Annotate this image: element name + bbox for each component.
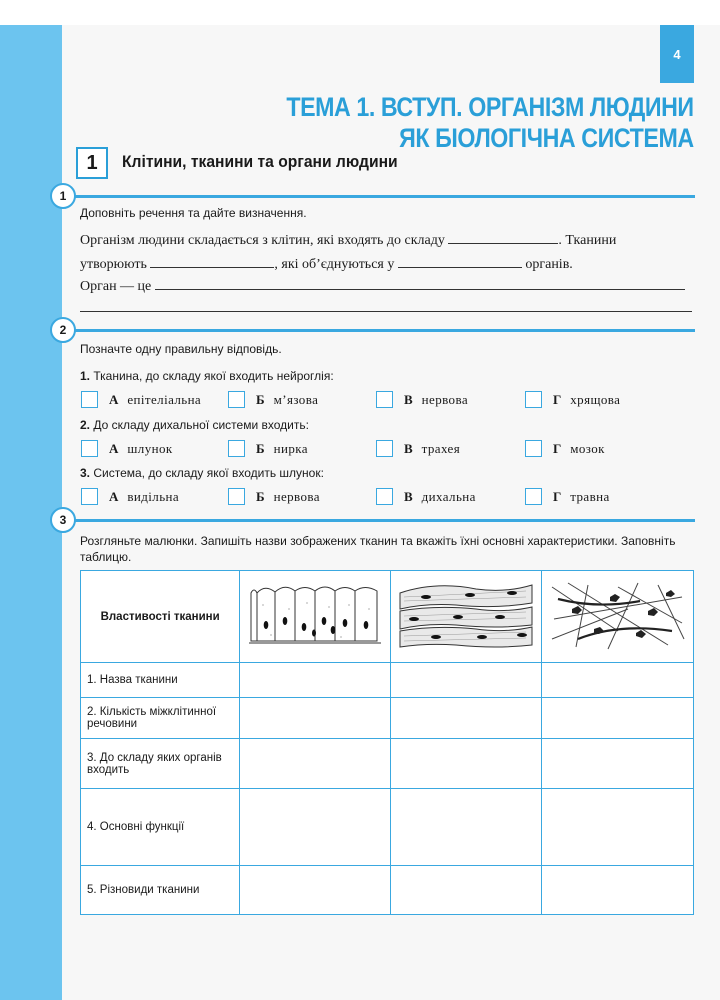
checkbox[interactable] bbox=[376, 488, 393, 505]
task-1-sentence-2 bbox=[80, 254, 573, 273]
q2-option-b[interactable] bbox=[228, 440, 308, 457]
topic-title bbox=[287, 92, 694, 154]
checkbox[interactable] bbox=[525, 488, 542, 505]
checkbox[interactable] bbox=[228, 440, 245, 457]
instruction-line-2: таблицю. bbox=[80, 550, 132, 564]
task-1-instruction: Доповніть речення та дайте визначення. bbox=[80, 206, 307, 220]
option-letter: В bbox=[404, 488, 413, 504]
q1-option-c[interactable] bbox=[376, 391, 468, 408]
option-letter: Б bbox=[256, 391, 265, 407]
answer-cell[interactable] bbox=[542, 663, 694, 698]
table-row bbox=[81, 698, 694, 739]
option-text: дихальна bbox=[421, 488, 476, 504]
q2-option-c[interactable] bbox=[376, 440, 460, 457]
q1-option-b[interactable] bbox=[228, 391, 318, 408]
table-header-cell: Властивості тканини bbox=[81, 571, 240, 663]
option-letter: Г bbox=[553, 391, 562, 407]
row-label: 4. Основні функції bbox=[81, 789, 240, 866]
answer-cell[interactable] bbox=[391, 789, 542, 866]
task-2-number: 2 bbox=[50, 317, 76, 343]
epithelial-tissue-drawing bbox=[245, 579, 385, 651]
checkbox[interactable] bbox=[228, 488, 245, 505]
answer-cell[interactable] bbox=[391, 698, 542, 739]
q3-option-b[interactable] bbox=[228, 488, 320, 505]
q1-option-a[interactable] bbox=[81, 391, 201, 408]
muscle-tissue-drawing bbox=[396, 579, 536, 651]
sentence-1-part-b: . Тканини bbox=[558, 233, 617, 248]
task-2-instruction: Позначте одну правильну відповідь. bbox=[80, 342, 282, 356]
table-row bbox=[81, 789, 694, 866]
table-row bbox=[81, 866, 694, 915]
answer-cell[interactable] bbox=[240, 698, 391, 739]
option-text: трахея bbox=[421, 440, 461, 456]
table-row bbox=[81, 739, 694, 789]
option-text: нервова bbox=[273, 488, 320, 504]
question-text: Система, до складу якої входить шлунок: bbox=[90, 466, 324, 480]
answer-cell[interactable] bbox=[542, 739, 694, 789]
lesson-title: Клітини, тканини та органи людини bbox=[122, 152, 398, 171]
question-3 bbox=[80, 466, 324, 480]
page-number-tab: 4 bbox=[660, 25, 694, 83]
answer-cell[interactable] bbox=[240, 739, 391, 789]
answer-line[interactable] bbox=[80, 311, 692, 312]
task-1-sentence-3 bbox=[80, 276, 685, 295]
task-1-divider bbox=[62, 195, 695, 198]
q3-option-d[interactable] bbox=[525, 488, 610, 505]
option-letter: В bbox=[404, 440, 413, 456]
option-text: нервова bbox=[421, 391, 468, 407]
task-1-number: 1 bbox=[50, 183, 76, 209]
task-3-instruction bbox=[80, 533, 675, 565]
answer-cell[interactable] bbox=[542, 698, 694, 739]
checkbox[interactable] bbox=[81, 440, 98, 457]
row-label: 1. Назва тканини bbox=[81, 663, 240, 698]
option-letter: А bbox=[109, 391, 119, 407]
row-label: 2. Кількість міжклітинної речовини bbox=[81, 698, 240, 739]
question-number: 2. bbox=[80, 418, 91, 432]
blank-systems[interactable] bbox=[398, 254, 522, 268]
row-label: 3. До складу яких органів входить bbox=[81, 739, 240, 789]
checkbox[interactable] bbox=[228, 391, 245, 408]
q3-option-a[interactable] bbox=[81, 488, 179, 505]
checkbox[interactable] bbox=[376, 391, 393, 408]
task-2-divider bbox=[62, 329, 695, 332]
option-text: хрящова bbox=[570, 391, 621, 407]
answer-cell[interactable] bbox=[542, 789, 694, 866]
muscle-tissue-image bbox=[391, 571, 542, 663]
checkbox[interactable] bbox=[525, 440, 542, 457]
task-3-divider bbox=[62, 519, 695, 522]
sentence-3-part-a: Орган — це bbox=[80, 279, 152, 294]
task-3-number: 3 bbox=[50, 507, 76, 533]
option-letter: В bbox=[404, 391, 413, 407]
q3-option-c[interactable] bbox=[376, 488, 476, 505]
sentence-2-part-b: , які об’єднуються у bbox=[274, 257, 395, 272]
question-number: 1. bbox=[80, 369, 91, 383]
blank-organs[interactable] bbox=[150, 254, 274, 268]
q2-option-a[interactable] bbox=[81, 440, 173, 457]
topic-title-line-2: ЯК БІОЛОГІЧНА СИСТЕМА bbox=[399, 123, 694, 153]
instruction-line-1: Розгляньте малюнки. Запишіть назви зображених тканин та вкажіть їхні основні характеристики. Заповніть bbox=[80, 534, 676, 548]
table-row bbox=[81, 663, 694, 698]
answer-cell[interactable] bbox=[542, 866, 694, 915]
answer-cell[interactable] bbox=[391, 866, 542, 915]
question-number: 3. bbox=[80, 466, 91, 480]
option-text: шлунок bbox=[127, 440, 173, 456]
option-text: мозок bbox=[570, 440, 605, 456]
q2-option-d[interactable] bbox=[525, 440, 605, 457]
answer-cell[interactable] bbox=[240, 789, 391, 866]
sentence-1-part-a: Організм людини складається з клітин, які входять до складу bbox=[80, 233, 445, 248]
option-letter: Б bbox=[256, 440, 265, 456]
question-text: Тканина, до складу якої входить нейроглія: bbox=[90, 369, 334, 383]
checkbox[interactable] bbox=[81, 391, 98, 408]
sentence-2-part-c: органів. bbox=[525, 257, 573, 272]
option-text: травна bbox=[570, 488, 610, 504]
option-text: епітеліальна bbox=[127, 391, 202, 407]
option-letter: Г bbox=[553, 488, 562, 504]
checkbox[interactable] bbox=[525, 391, 542, 408]
tissue-properties-table bbox=[80, 570, 694, 915]
answer-cell[interactable] bbox=[391, 663, 542, 698]
option-text: видільна bbox=[127, 488, 180, 504]
q1-option-d[interactable] bbox=[525, 391, 620, 408]
sentence-2-part-a: утворюють bbox=[80, 257, 147, 272]
option-letter: А bbox=[109, 440, 119, 456]
epithelial-tissue-image bbox=[240, 571, 391, 663]
option-text: нирка bbox=[273, 440, 308, 456]
option-text: м’язова bbox=[273, 391, 319, 407]
row-label: 5. Різновиди тканини bbox=[81, 866, 240, 915]
lesson-number: 1 bbox=[76, 147, 108, 179]
checkbox[interactable] bbox=[81, 488, 98, 505]
option-letter: Г bbox=[553, 440, 562, 456]
blank-tissues[interactable] bbox=[448, 230, 558, 244]
question-1 bbox=[80, 369, 334, 383]
option-letter: А bbox=[109, 488, 119, 504]
top-margin bbox=[0, 0, 720, 25]
table-header-row bbox=[81, 571, 694, 663]
topic-title-line-1: ТЕМА 1. ВСТУП. ОРГАНІЗМ ЛЮДИНИ bbox=[286, 92, 694, 122]
answer-cell[interactable] bbox=[240, 866, 391, 915]
connective-tissue-drawing bbox=[548, 579, 688, 651]
answer-cell[interactable] bbox=[391, 739, 542, 789]
task-1-sentence-1 bbox=[80, 230, 616, 249]
checkbox[interactable] bbox=[376, 440, 393, 457]
option-letter: Б bbox=[256, 488, 265, 504]
question-text: До складу дихальної системи входить: bbox=[90, 418, 309, 432]
answer-cell[interactable] bbox=[240, 663, 391, 698]
connective-tissue-image bbox=[542, 571, 694, 663]
question-2 bbox=[80, 418, 309, 432]
blank-organ-definition[interactable] bbox=[155, 276, 685, 290]
